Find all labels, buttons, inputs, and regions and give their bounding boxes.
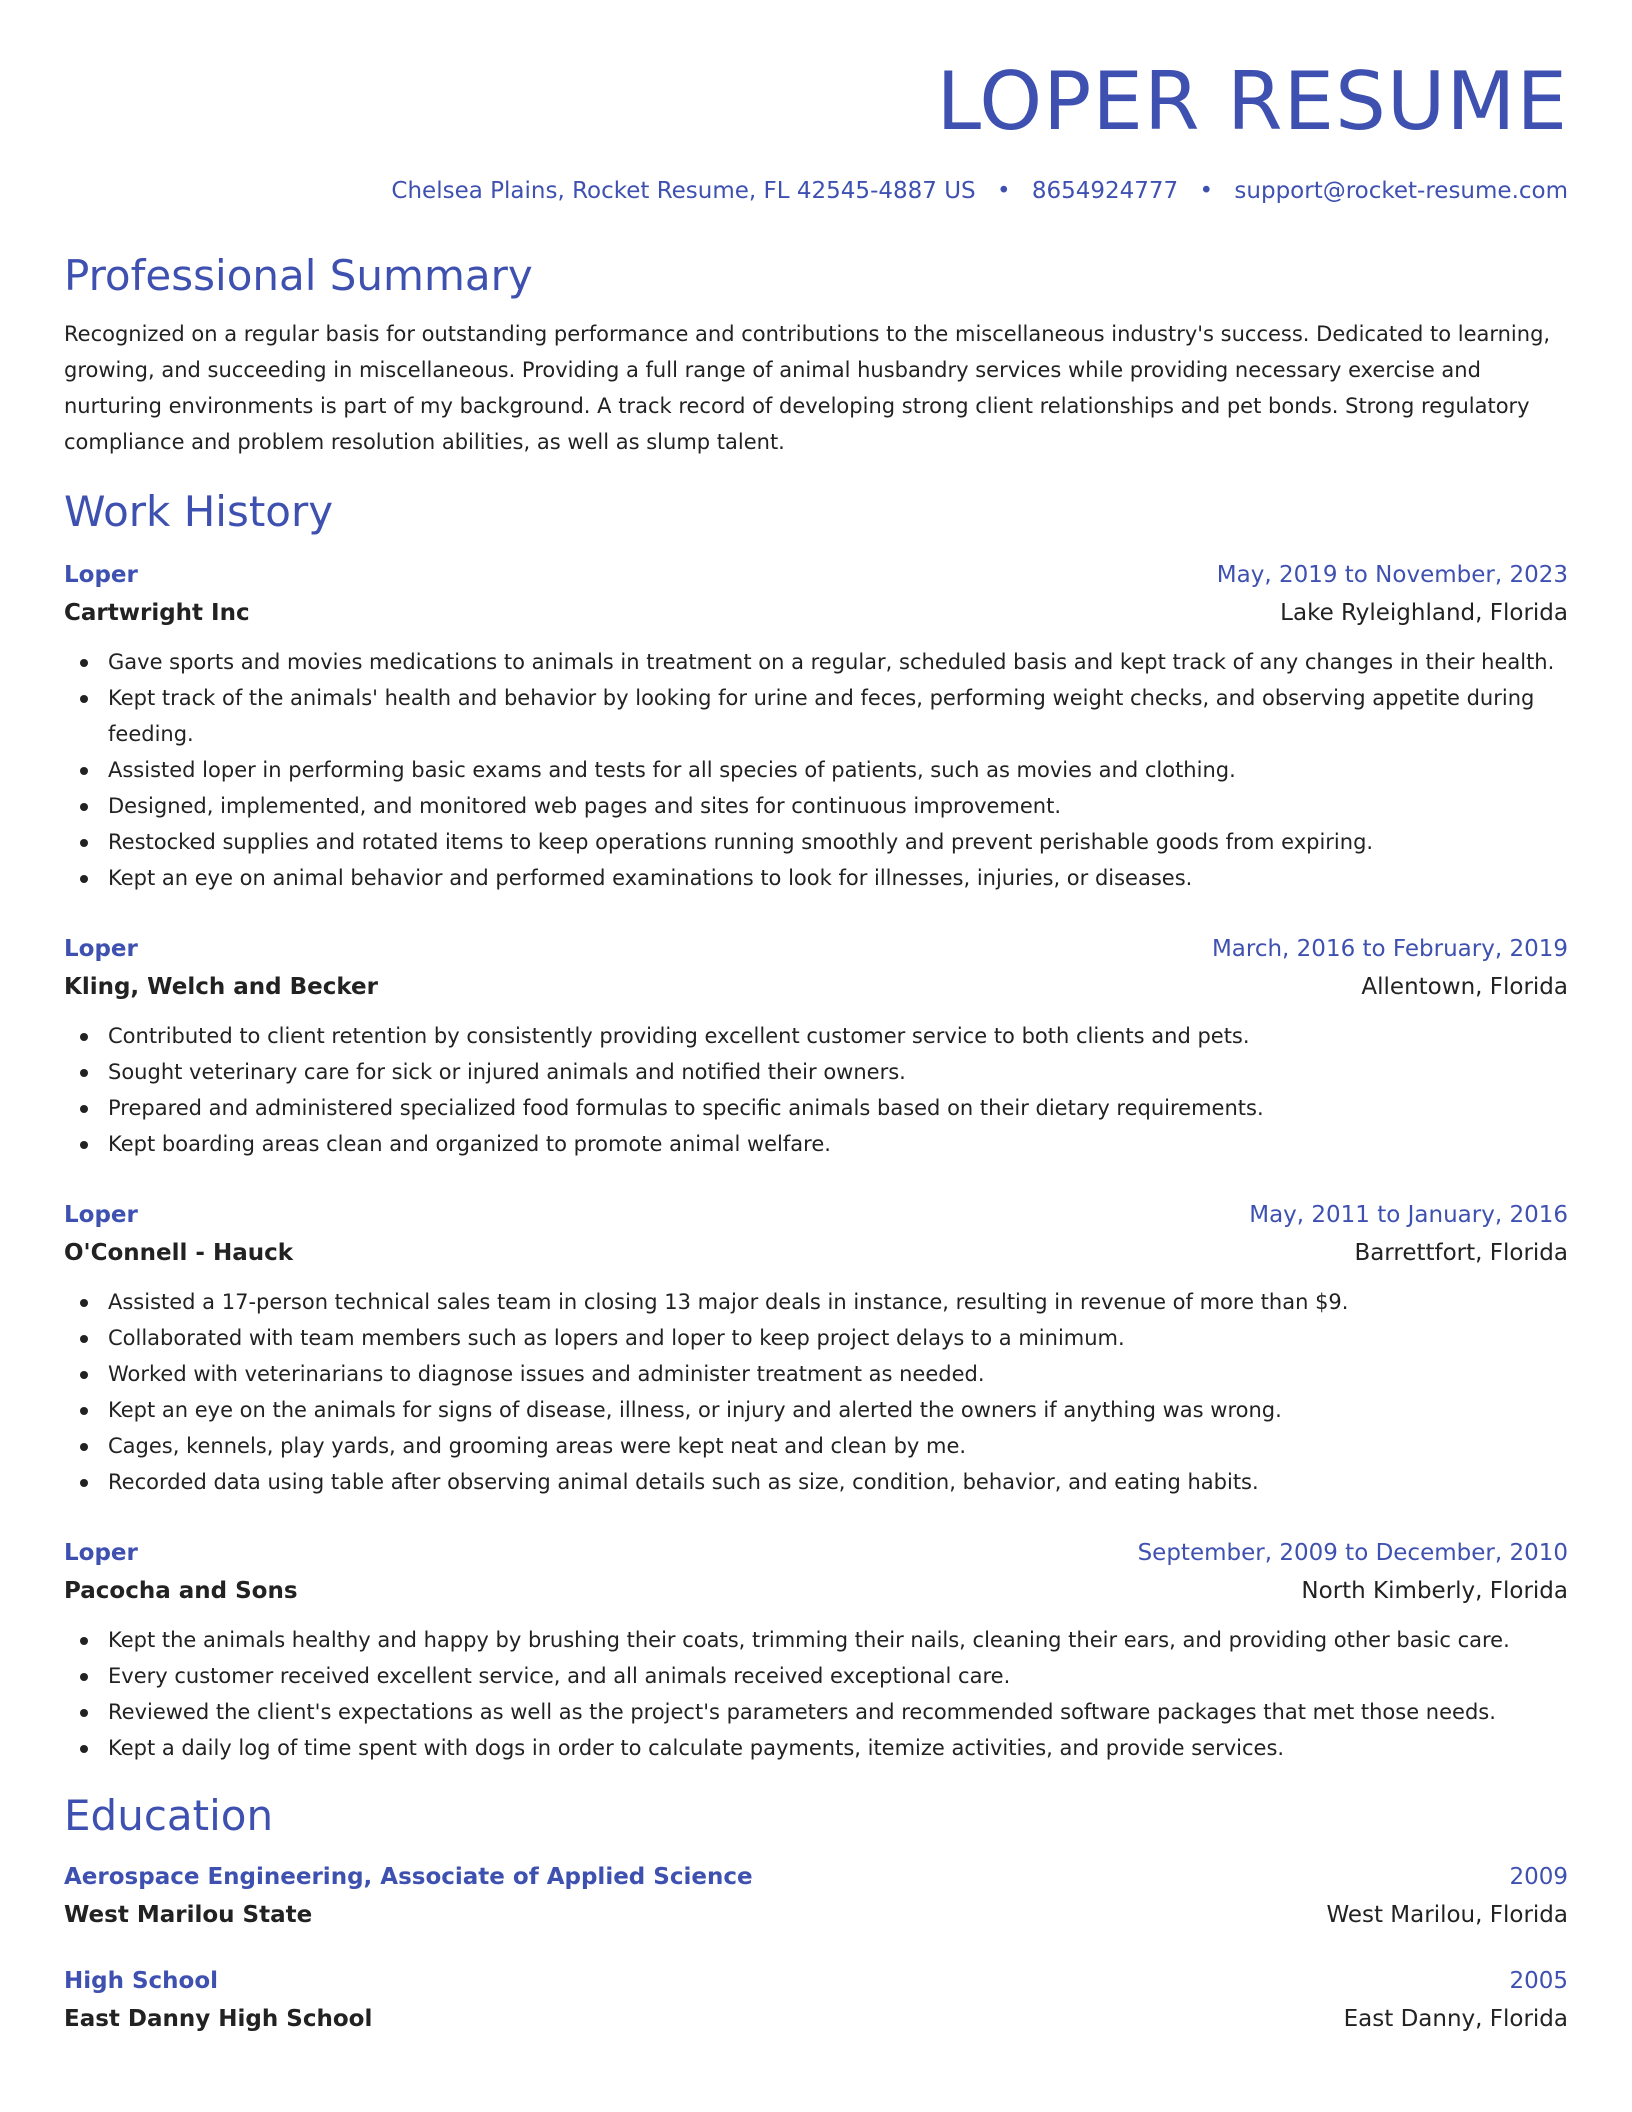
summary-text: Recognized on a regular basis for outstanding performance and contributions to the miscellaneous industry's success. Dedicated to learning, growing, and succeeding in miscellaneous. Providing a full range of animal husbandry services while providing necessary exercise and nurturing environments is part of my background. A track record of developing strong client relationships and pet bonds. Strong regulatory compliance and problem resolution abilities, as well as slump talent.	[64, 322, 1551, 454]
job-bullets	[64, 1284, 1568, 1500]
education-year: 2009	[1509, 1864, 1568, 1890]
job-dates: May, 2011 to January, 2016	[1249, 1202, 1568, 1228]
job-dates: September, 2009 to December, 2010	[1137, 1540, 1568, 1566]
summary-heading: Professional Summary	[64, 251, 533, 300]
job-dates: March, 2016 to February, 2019	[1211, 936, 1568, 962]
job-bullet: Kept an eye on animal behavior and performed examinations to look for illnesses, injuries, or diseases.	[64, 860, 1568, 896]
work-history-heading: Work History	[64, 487, 334, 536]
contact-line	[64, 174, 1568, 208]
job-title: Loper	[64, 1202, 138, 1228]
education-year: 2005	[1509, 1968, 1568, 1994]
education-location: East Danny, Florida	[1343, 2006, 1568, 2032]
job-bullet: Kept boarding areas clean and organized to promote animal welfare.	[64, 1126, 1568, 1162]
job-bullet: Worked with veterinarians to diagnose issues and administer treatment as needed.	[64, 1356, 1568, 1392]
education-location: West Marilou, Florida	[1326, 1902, 1568, 1928]
education-entry	[64, 1858, 1568, 1934]
job-company: Cartwright Inc	[64, 600, 250, 626]
job-bullet: Restocked supplies and rotated items to keep operations running smoothly and prevent perishable goods from expiring.	[64, 824, 1568, 860]
job-bullet: Kept the animals healthy and happy by brushing their coats, trimming their nails, cleaning their ears, and providing other basic care.	[64, 1622, 1568, 1658]
job-title: Loper	[64, 1540, 138, 1566]
resume-name: LOPER RESUME	[936, 55, 1568, 148]
job-location: Allentown, Florida	[1361, 974, 1568, 1000]
job-bullet: Every customer received excellent service, and all animals received exceptional care.	[64, 1658, 1568, 1694]
job-bullet: Collaborated with team members such as lopers and loper to keep project delays to a minimum.	[64, 1320, 1568, 1356]
job-bullet: Reviewed the client's expectations as well as the project's parameters and recommended software packages that met those needs.	[64, 1694, 1568, 1730]
job-bullet: Kept an eye on the animals for signs of disease, illness, or injury and alerted the owners if anything was wrong.	[64, 1392, 1568, 1428]
education-degree: High School	[64, 1968, 219, 1994]
education-school: West Marilou State	[64, 1902, 313, 1928]
job-company: Pacocha and Sons	[64, 1578, 298, 1604]
job-bullet: Sought veterinary care for sick or injured animals and notified their owners.	[64, 1054, 1568, 1090]
contact-address: Chelsea Plains, Rocket Resume, FL 42545-4887 US	[391, 178, 976, 204]
job-bullet: Assisted loper in performing basic exams and tests for all species of patients, such as movies and clothing.	[64, 752, 1568, 788]
contact-email: support@rocket-resume.com	[1234, 178, 1568, 204]
contact-phone: 8654924777	[1031, 178, 1179, 204]
job-bullet: Gave sports and movies medications to animals in treatment on a regular, scheduled basis and kept track of any changes in their health.	[64, 644, 1568, 680]
job-location: Barrettfort, Florida	[1354, 1240, 1568, 1266]
job-bullet: Assisted a 17-person technical sales team in closing 13 major deals in instance, resulting in revenue of more than $9.	[64, 1284, 1568, 1320]
job-dates: May, 2019 to November, 2023	[1216, 562, 1568, 588]
job-bullets	[64, 644, 1568, 896]
job-bullet: Kept a daily log of time spent with dogs in order to calculate payments, itemize activities, and provide services.	[64, 1730, 1568, 1766]
job-entry	[64, 930, 1568, 1162]
resume-header	[64, 52, 1568, 208]
job-bullet: Kept track of the animals' health and behavior by looking for urine and feces, performing weight checks, and observing appetite during feeding.	[64, 680, 1568, 752]
job-location: North Kimberly, Florida	[1301, 1578, 1568, 1604]
job-bullet: Contributed to client retention by consistently providing excellent customer service to both clients and pets.	[64, 1018, 1568, 1054]
job-location: Lake Ryleighland, Florida	[1280, 600, 1568, 626]
job-title: Loper	[64, 562, 138, 588]
education-degree: Aerospace Engineering, Associate of Applied Science	[64, 1864, 753, 1890]
job-entry	[64, 1196, 1568, 1500]
job-title: Loper	[64, 936, 138, 962]
contact-separator: •	[996, 178, 1011, 204]
job-bullet: Recorded data using table after observing animal details such as size, condition, behavior, and eating habits.	[64, 1464, 1568, 1500]
education-school: East Danny High School	[64, 2006, 373, 2032]
job-bullet: Prepared and administered specialized food formulas to specific animals based on their dietary requirements.	[64, 1090, 1568, 1126]
job-company: O'Connell - Hauck	[64, 1240, 294, 1266]
work-history-section	[64, 484, 1568, 1766]
summary-section	[64, 248, 1568, 460]
contact-separator: •	[1199, 178, 1214, 204]
job-bullets	[64, 1018, 1568, 1162]
education-heading: Education	[64, 1791, 274, 1840]
education-entry	[64, 1962, 1568, 2038]
job-company: Kling, Welch and Becker	[64, 974, 378, 1000]
job-bullets	[64, 1622, 1568, 1766]
job-entry	[64, 556, 1568, 896]
job-bullet: Designed, implemented, and monitored web pages and sites for continuous improvement.	[64, 788, 1568, 824]
job-entry	[64, 1534, 1568, 1766]
job-bullet: Cages, kennels, play yards, and grooming areas were kept neat and clean by me.	[64, 1428, 1568, 1464]
education-section	[64, 1788, 1568, 2038]
